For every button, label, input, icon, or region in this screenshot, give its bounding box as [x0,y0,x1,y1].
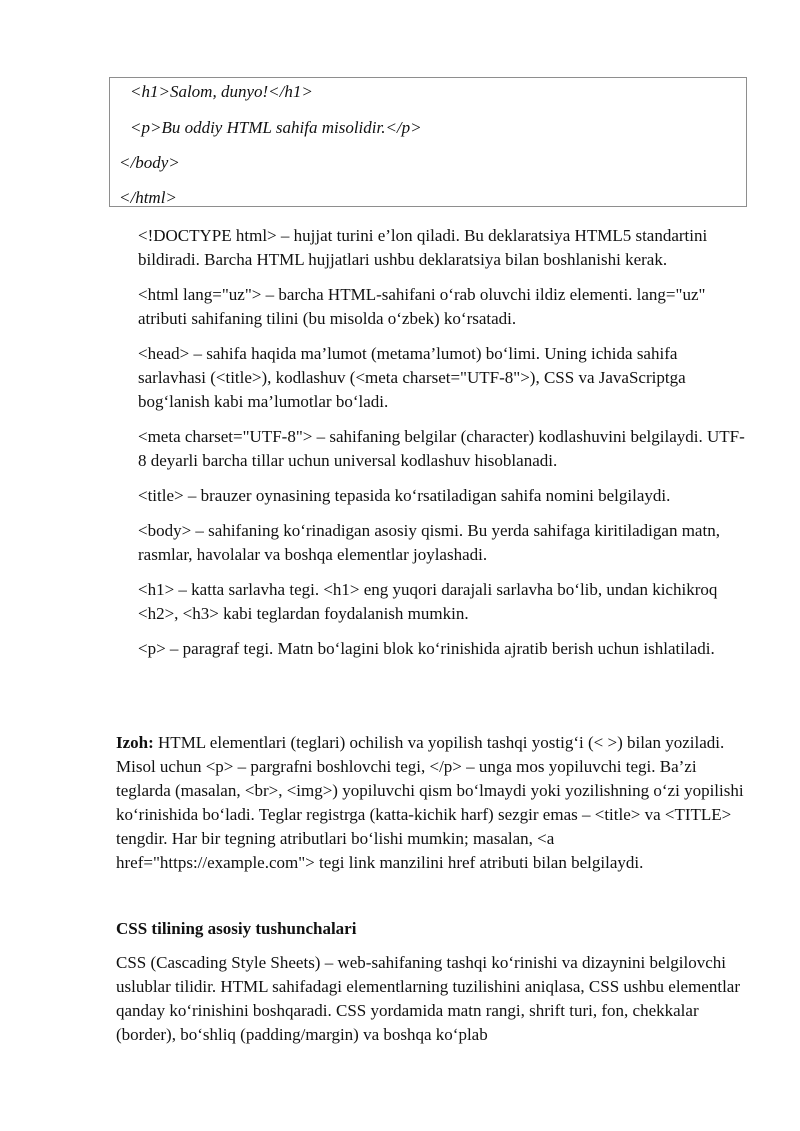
definition-h1: <h1> – katta sarlavha tegi. <h1> eng yuqori darajali sarlavha bo‘lib, undan kichikroq <h2>, <h3> kabi teglardan foydalanish mumkin. [138,580,718,623]
definition-title: <title> – brauzer oynasining tepasida ko‘rsatiladigan sahifa nomini belgilaydi. [138,486,671,505]
code-line-body-close: </body> [119,153,180,172]
definition-p: <p> – paragraf tegi. Matn bo‘lagini blok ko‘rinishida ajratib berish uchun ishlatiladi. [138,639,715,658]
code-line-p: <p>Bu oddiy HTML sahifa misolidir.</p> [113,118,422,137]
definition-doctype: <!DOCTYPE html> – hujjat turini e’lon qiladi. Bu deklaratsiya HTML5 standartini bildiradi. Barcha HTML hujjatlari ushbu deklaratsiya bilan boshlanishi kerak. [138,226,708,269]
definition-meta: <meta charset="UTF-8"> – sahifaning belgilar (character) kodlashuvini belgilaydi. UTF-8 deyarli barcha tillar uchun universal kodlashuv hisoblanadi. [138,427,745,470]
section-heading: CSS tilining asosiy tushunchalari [116,919,357,938]
definition-head: <head> – sahifa haqida ma’lumot (metama’lumot) bo‘limi. Uning ichida sahifa sarlavhasi (<title>), kodlashuv (<meta charset="UTF-8">), CSS va JavaScriptga bog‘lanish kabi ma’lumotlar bo‘ladi. [138,344,686,411]
code-line-h1: <h1>Salom, dunyo!</h1> [113,82,313,101]
code-example-box [109,77,747,207]
code-line-html-close: </html> [119,188,177,207]
definition-body: <body> – sahifaning ko‘rinadigan asosiy qismi. Bu yerda sahifaga kiritiladigan matn, rasmlar, havolalar va boshqa elementlar joylashadi. [138,521,720,564]
definition-html: <html lang="uz"> – barcha HTML-sahifani o‘rab oluvchi ildiz elementi. lang="uz" atributi sahifaning tilini (bu misolda o‘zbek) ko‘rsatadi. [138,285,706,328]
tag-definitions-list [138,224,748,672]
note-label: Izoh: [116,733,154,752]
note-text: HTML elementlari (teglari) ochilish va yopilish tashqi yostig‘i (< >) bilan yoziladi. Misol uchun <p> – pargrafni boshlovchi tegi, </p> – unga mos yopiluvchi tegi. Ba’zi teglarda (masalan, <br>, <img>) yopiluvchi qism bo‘lmaydi yoki yozilishning o‘zi yopilishi ko‘rinishida bo‘ladi. Teglar registrga (katta-kichik harf) sezgir emas – <title> va <TITLE> tengdir. Har bir tegning atributlari bo‘lishi mumkin; masalan, <a href="https://example.com"> tegi link manzilini href atributi bilan belgilaydi. [116,733,744,872]
css-intro-paragraph: CSS (Cascading Style Sheets) – web-sahifaning tashqi ko‘rinishi va dizaynini belgilovchi uslublar tilidir. HTML sahifadagi elementlarning tuzilishini aniqlasa, CSS ushbu elementlar qanday ko‘rinishini boshqaradi. CSS yordamida matn rangi, shrift turi, fon, chekkalar (border), bo‘shliq (padding/margin) va boshqa ko‘plab [116,953,741,1044]
note-paragraph [116,731,750,875]
